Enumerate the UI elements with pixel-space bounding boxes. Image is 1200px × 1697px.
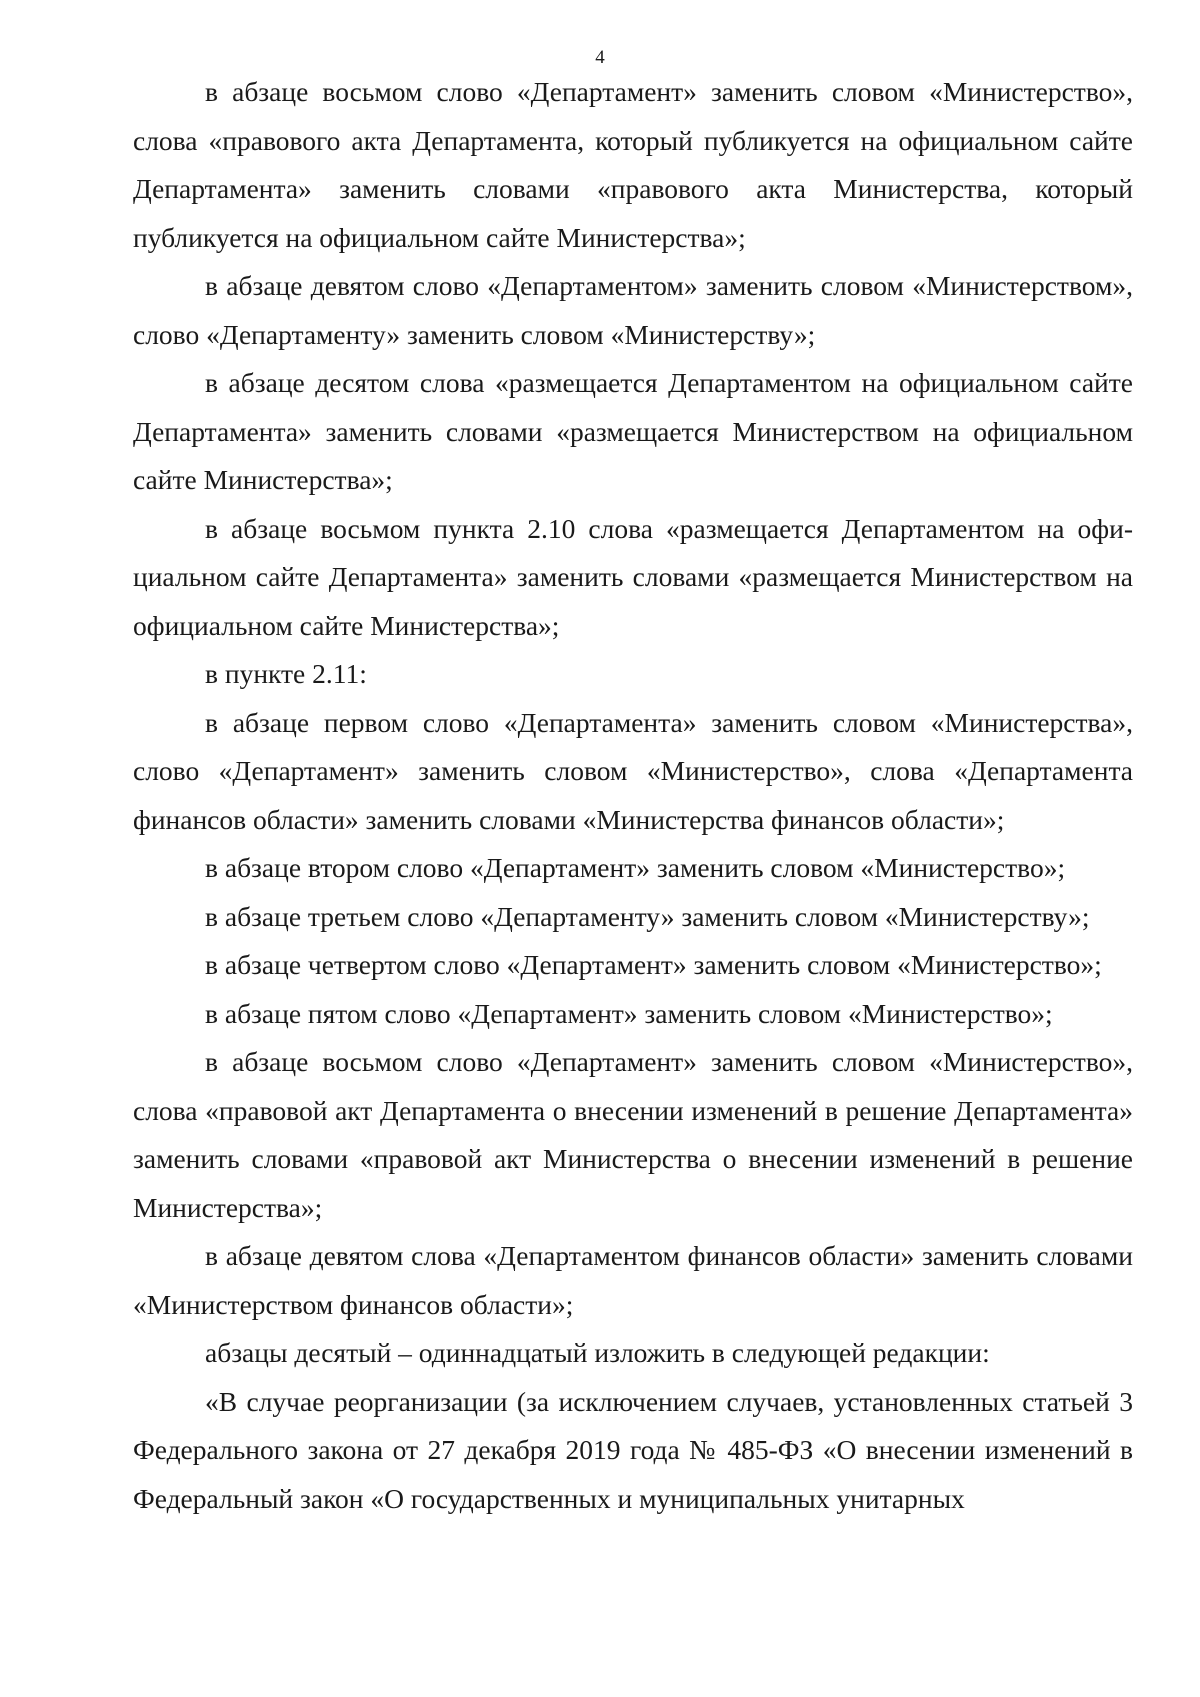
page-number: 4 bbox=[595, 47, 605, 68]
paragraph: в абзаце втором слово «Департамент» заменить словом «Министерство»; bbox=[205, 852, 1066, 883]
paragraph: в абзаце восьмом слово «Департамент» заменить словом «Министерство», слова «правового акта Департамента, который публикуется на официальном сайте Департамента» заменить словами «правового акта Министерства, который публикуется на официальном сайте Министерства»; bbox=[133, 76, 1133, 253]
paragraph: в абзаце десятом слова «размещается Департаментом на официальном сайте Департамента» заменить словами «размещается Министерством на официальном сайте Министерства»; bbox=[133, 367, 1133, 495]
paragraph: в абзаце восьмом слово «Департамент» заменить словом «Министерство», слова «правовой акт Департамента о внесении изменений в решение Департамента» заменить словами «правовой акт Министерства о внесении изменений в решение Министерства»; bbox=[133, 1046, 1133, 1223]
paragraph: в абзаце четвертом слово «Департамент» заменить словом «Министерство»; bbox=[205, 949, 1102, 980]
paragraph: в абзаце первом слово «Департамента» заменить словом «Министерства», слово «Департамент» заменить словом «Министерство», слова «Департамента финансов области» заменить словами «Министерства финансов области»; bbox=[133, 706, 1133, 835]
paragraph: в абзаце восьмом пункта 2.10 слова «размещается Департаментом на официальном сайте Департамента» заменить словами «размещается Министерством на официальном сайте Министерства»; bbox=[133, 512, 1133, 641]
paragraph: в абзаце пятом слово «Департамент» заменить словом «Министерство»; bbox=[205, 997, 1053, 1029]
paragraph: «В случае реорганизации (за исключением случаев, установленных статьей 3 Федерального закона от 27 декабря 2019 года № 485-ФЗ «О внесении изменений в Федеральный закон «О государственных и муниципальных унитарных bbox=[133, 1385, 1133, 1514]
document-body bbox=[133, 68, 1133, 1523]
paragraph: в абзаце девятом слово «Департаментом» заменить словом «Министерством», слово «Департаменту» заменить словом «Министерству»; bbox=[133, 270, 1133, 350]
paragraph: в пункте 2.11: bbox=[205, 658, 367, 689]
paragraph: в абзаце девятом слова «Департаментом финансов области» заменить словами «Министерством финансов области»; bbox=[133, 1240, 1133, 1320]
paragraph: абзацы десятый – одиннадцатый изложить в следующей редакции: bbox=[205, 1337, 990, 1368]
paragraph: в абзаце третьем слово «Департаменту» заменить словом «Министерству»; bbox=[205, 900, 1090, 932]
